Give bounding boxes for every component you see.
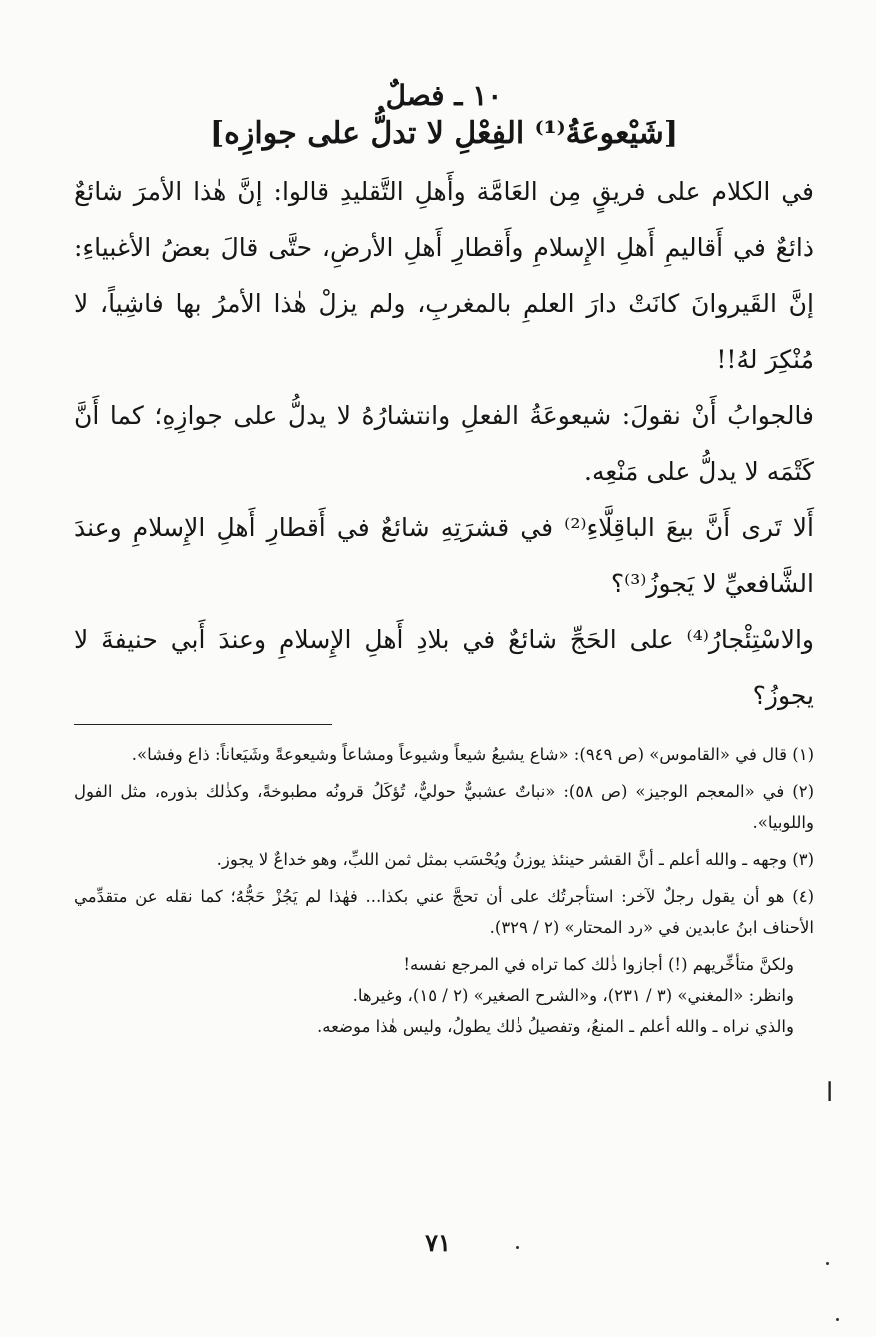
paragraph-4: والاسْتِئْجارُ⁽⁴⁾ على الحَجِّ شائعٌ في بلادِ أَهلِ الإِسلامِ وعندَ أَبي حنيفةَ لا يجوزُ؟ [74, 625, 814, 710]
paragraph-2: فالجوابُ أَنْ نقولَ: شيعوعَةُ الفعلِ وانتشارُهُ لا يدلُّ على جوازِهِ؛ كما أَنَّ كَتْمَه لا يدلُّ على مَنْعِه. [74, 401, 814, 486]
section-heading [74, 78, 814, 154]
print-speck [826, 1262, 829, 1265]
section-title: [شَيْعوعَةُ⁽¹⁾ الفِعْلِ لا تدلُّ على جوازِه] [209, 116, 679, 151]
footnote-4-continued: ولكنَّ متأخِّريهم (!) أجازوا ذٰلك كما تراه في المرجع نفسه! [403, 955, 794, 974]
footnote-1: (١) قال في «القاموس» (ص ٩٤٩): «شاع يشيعُ شيعاً وشيوعاً ومشاعاً وشيعوعةً وشَيَعاناً: ذاع وفشا». [131, 745, 814, 764]
margin-mark: ا [826, 1078, 834, 1108]
footnote-3: (٣) وجهه ـ والله أعلم ـ أنَّ القشر حينئذ يوزنُ ويُحْسَب بمثل ثمن اللبِّ، وهو خداعٌ لا يجوز. [216, 850, 814, 869]
footnote-separator [74, 724, 332, 725]
chapter-number: ١٠ ـ فصلٌ [385, 79, 503, 112]
print-speck [516, 1246, 519, 1249]
footnote-2: (٢) في «المعجم الوجيز» (ص ٥٨): «نباتٌ عشبيٌّ حوليٌّ، تُؤكَلُ قرونُه مطبوخةً، وكذٰلك بذوره، مثل الفول واللوبيا». [74, 782, 814, 832]
page-number: ٧١ [425, 1228, 451, 1257]
paragraph-1: في الكلام على فريقٍ مِن العَامَّة وأَهلِ التَّقليدِ قالوا: إنَّ هٰذا الأمرَ شائعٌ ذائعٌ في أَقاليمِ أَهلِ الإِسلامِ وأَقطارِ أَهلِ الأرضِ، حتَّى قالَ بعضُ الأغبياءِ: إنَّ القَيروانَ كانَتْ دارَ العلمِ بالمغربِ، ولم يزلْ هٰذا الأمرُ بها فاشِياً، لا مُنْكِرَ لهُ!! [74, 177, 814, 374]
footnote-4-conclusion: والذي نراه ـ والله أعلم ـ المنعُ، وتفصيلُ ذٰلك يطولُ، وليس هٰذا موضعه. [316, 1017, 794, 1036]
footnote-4-references: وانظر: «المغني» (٣ / ٢٣١)، و«الشرح الصغير» (٢ / ١٥)، وغيرها. [352, 986, 794, 1005]
print-speck [836, 1318, 839, 1321]
footnotes [74, 739, 814, 1042]
page-content [74, 78, 814, 1042]
paragraph-3: أَلا تَرى أَنَّ بيعَ الباقِلَّاءِ⁽²⁾ في قشرَتِهِ شائعٌ في أَقطارِ أَهلِ الإِسلامِ وعندَ الشَّافعيِّ لا يَجوزُ⁽³⁾؟ [74, 513, 814, 598]
main-text [74, 164, 814, 724]
footnote-4: (٤) هو أن يقول رجلٌ لآخر: استأجرتُك على أن تحجَّ عني بكذا... فهٰذا لم يَجُزْ حَجُّهُ؛ كما نقله عن متقدِّمي الأحناف ابنُ عابدين في «رد المحتار» (٢ / ٣٢٩). [74, 887, 814, 937]
